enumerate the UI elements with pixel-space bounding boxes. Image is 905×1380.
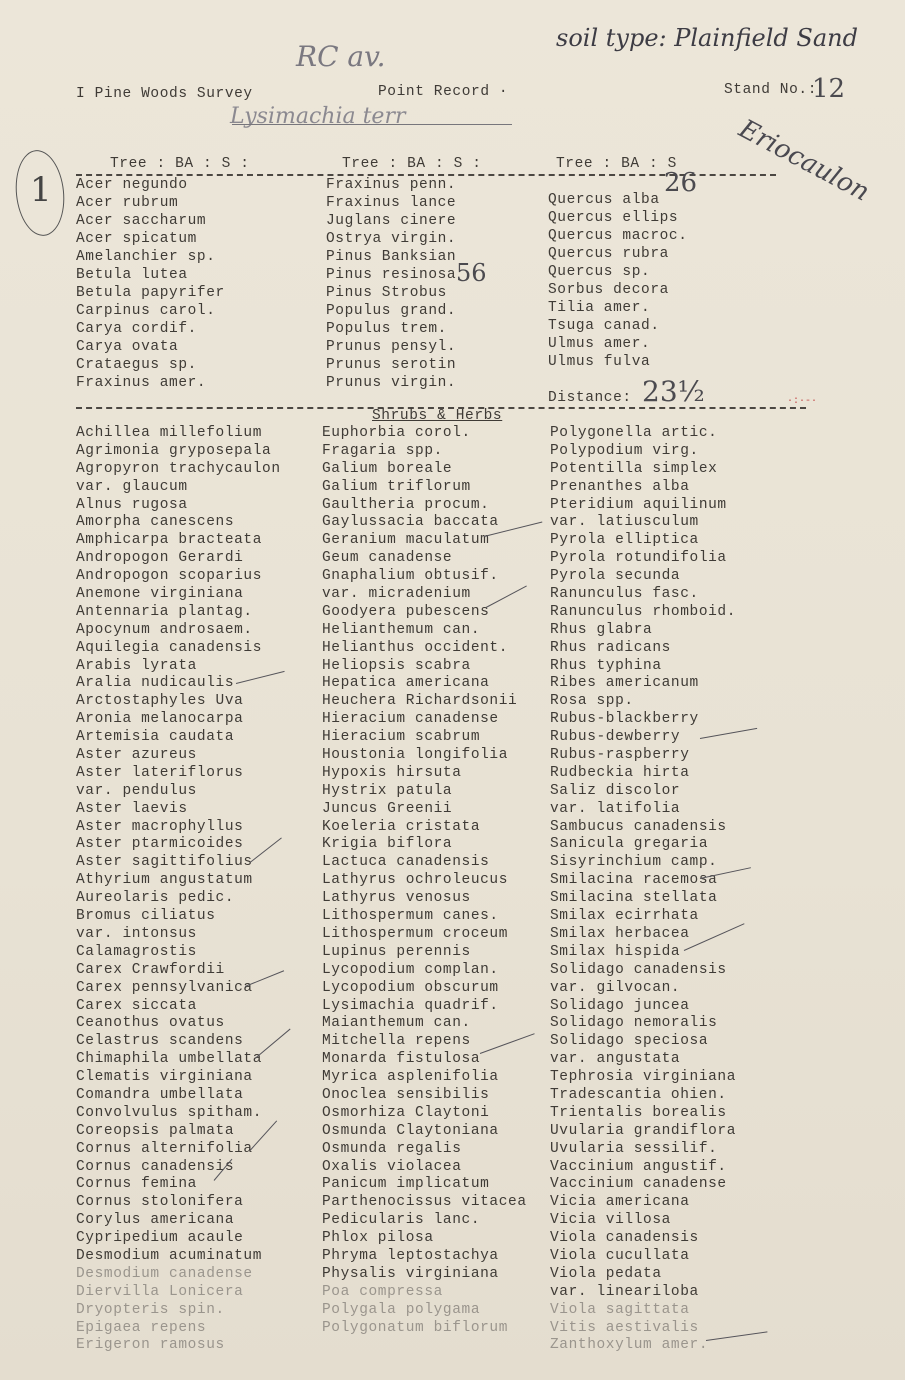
herb-species: Aster azureus xyxy=(76,747,197,764)
tree-species: Ostrya virgin. xyxy=(326,231,457,247)
herb-species: Diervilla Lonicera xyxy=(76,1283,244,1300)
herb-species: Ranunculus fasc. xyxy=(550,586,699,603)
herb-species: var. lineariloba xyxy=(550,1283,699,1300)
herb-species: Aster lateriflorus xyxy=(76,764,244,781)
herb-species: Osmorhiza Claytoni xyxy=(322,1104,490,1121)
tree-species: Crataegus sp. xyxy=(76,357,197,373)
handwritten-top-note: RC av. xyxy=(296,40,386,73)
handwritten-stand-number: 12 xyxy=(812,74,846,104)
tree-species: Sorbus decora xyxy=(548,282,669,298)
tree-species: Quercus macroc. xyxy=(548,228,688,244)
tree-species: Carya ovata xyxy=(76,339,179,355)
herb-species: Solidago nemoralis xyxy=(550,1015,718,1032)
herb-species: Apocynum androsaem. xyxy=(76,621,253,638)
tree-species: Pinus Banksian xyxy=(326,249,457,265)
herb-species: Corylus americana xyxy=(76,1212,235,1229)
herb-species: Lycopodium obscurum xyxy=(322,979,499,996)
herb-species: Heliopsis scabra xyxy=(322,657,471,674)
tree-species: Fraxinus amer. xyxy=(76,375,207,391)
herb-species: Hieracium canadense xyxy=(322,711,499,728)
herb-species: Aster macrophyllus xyxy=(76,818,244,835)
herb-species: Antennaria plantag. xyxy=(76,603,253,620)
herb-species: Amphicarpa bracteata xyxy=(76,532,263,549)
tree-species: Prunus pensyl. xyxy=(326,339,457,355)
herb-species: var. pendulus xyxy=(76,782,197,799)
herb-species: Cornus canadensis xyxy=(76,1158,235,1175)
herb-species: Osmunda Claytoniana xyxy=(322,1122,499,1139)
herb-species: Aquilegia canadensis xyxy=(76,639,263,656)
herb-species: Smilax herbacea xyxy=(550,925,690,942)
herb-species: Sisyrinchium camp. xyxy=(550,854,718,871)
handwritten-crossed-species: Lysimachia terr xyxy=(230,104,406,129)
herb-species: Polygonella artic. xyxy=(550,425,718,441)
herb-species: Smilacina stellata xyxy=(550,890,718,907)
herb-species: Phlox pilosa xyxy=(322,1230,434,1247)
herb-species: Gnaphalium obtusif. xyxy=(322,568,499,585)
herb-species: Solidago juncea xyxy=(550,997,690,1014)
tree-list-col1 xyxy=(76,176,306,392)
herb-species: Viola cucullata xyxy=(550,1247,690,1264)
herb-species: Amorpha canescens xyxy=(76,514,235,531)
herb-species: Cypripedium acaule xyxy=(76,1230,244,1247)
herb-list-col3 xyxy=(550,425,770,1355)
herb-species: Houstonia longifolia xyxy=(322,747,509,764)
herb-species: Trientalis borealis xyxy=(550,1104,727,1121)
herb-species: Cornus stolonifera xyxy=(76,1194,244,1211)
shrubs-herbs-title: Shrubs & Herbs xyxy=(372,408,503,424)
herb-species: var. latifolia xyxy=(550,800,681,817)
tree-species: Acer spicatum xyxy=(76,231,197,247)
distance-label: Distance: xyxy=(548,390,632,406)
tree-list-col3 xyxy=(548,191,708,371)
herb-species: Erigeron ramosus xyxy=(76,1337,225,1354)
herb-species: Heuchera Richardsonii xyxy=(322,693,518,710)
herb-species: Goodyera pubescens xyxy=(322,603,490,620)
herb-species: Vaccinium canadense xyxy=(550,1176,727,1193)
herb-species: var. micradenium xyxy=(322,586,471,603)
herb-species: Pedicularis lanc. xyxy=(322,1212,481,1229)
herb-species: Gaultheria procum. xyxy=(322,496,490,513)
herb-species: Zanthoxylum amer. xyxy=(550,1337,709,1354)
tree-species: Quercus sp. xyxy=(548,264,651,280)
herb-species: Geum canadense xyxy=(322,550,453,567)
herb-species: Cornus alternifolia xyxy=(76,1140,253,1157)
herb-species: var. glaucum xyxy=(76,478,188,495)
tree-species: Fraxinus lance xyxy=(326,195,457,211)
herb-species: Desmodium canadense xyxy=(76,1265,253,1282)
herb-species: Lathyrus venosus xyxy=(322,890,471,907)
herb-species: Parthenocissus vitacea xyxy=(322,1194,527,1211)
tree-col1-header: Tree : BA : S : xyxy=(110,156,250,172)
herb-species: var. angustata xyxy=(550,1051,681,1068)
herb-species: Alnus rugosa xyxy=(76,496,188,513)
herb-species: Clematis virginiana xyxy=(76,1069,253,1086)
herb-species: Polygala polygama xyxy=(322,1301,481,1318)
herb-species: Carex siccata xyxy=(76,997,197,1014)
herb-species: Sanicula gregaria xyxy=(550,836,709,853)
herb-species: Dryopteris spin. xyxy=(76,1301,225,1318)
herb-species: Solidago canadensis xyxy=(550,961,727,978)
herb-species: Aralia nudicaulis xyxy=(76,675,235,692)
tree-species: Pinus resinosa xyxy=(326,267,457,283)
herb-species: Agrimonia gryposepala xyxy=(76,442,272,459)
herb-species: Myrica asplenifolia xyxy=(322,1069,499,1086)
tree-col3-header: Tree : BA : S xyxy=(556,156,677,172)
herb-species: Lithospermum canes. xyxy=(322,908,499,925)
herb-species: Ceanothus ovatus xyxy=(76,1015,225,1032)
red-mark: ·:·-· xyxy=(787,396,818,407)
herb-species: Epigaea repens xyxy=(76,1319,207,1336)
herb-species: Helianthemum can. xyxy=(322,621,481,638)
herb-species: Arctostaphyles Uva xyxy=(76,693,244,710)
herb-species: Polypodium virg. xyxy=(550,442,699,459)
herb-species: Rhus typhina xyxy=(550,657,662,674)
herb-species: Carex pennsylvanica xyxy=(76,979,253,996)
herb-species: Rosa spp. xyxy=(550,693,634,710)
herb-species: Ranunculus rhomboid. xyxy=(550,603,737,620)
herb-species: Coreopsis palmata xyxy=(76,1122,235,1139)
herb-species: Calamagrostis xyxy=(76,943,197,960)
tree-species: Betula papyrifer xyxy=(76,285,225,301)
tree-species: Prunus serotin xyxy=(326,357,457,373)
herb-species: Pyrola elliptica xyxy=(550,532,699,549)
herb-species: Pyrola secunda xyxy=(550,568,681,585)
herb-species: Viola sagittata xyxy=(550,1301,690,1318)
tree-species: Pinus Strobus xyxy=(326,285,447,301)
tree-species: Ulmus amer. xyxy=(548,336,651,352)
herb-species: Viola pedata xyxy=(550,1265,662,1282)
tree-species: Quercus ellips xyxy=(548,210,679,226)
herb-species: Monarda fistulosa xyxy=(322,1051,481,1068)
handwritten-margin-species: Eriocaulon xyxy=(733,114,875,208)
herb-species: Vaccinium angustif. xyxy=(550,1158,727,1175)
herb-species: Comandra umbellata xyxy=(76,1086,244,1103)
herb-species: var. latiusculum xyxy=(550,514,699,531)
herb-species: Koeleria cristata xyxy=(322,818,481,835)
herb-species: Ribes americanum xyxy=(550,675,699,692)
tree-species: Quercus alba xyxy=(548,192,660,208)
tree-species: Acer negundo xyxy=(76,177,188,193)
herb-species: Oxalis violacea xyxy=(322,1158,462,1175)
herb-species: var. intonsus xyxy=(76,925,197,942)
tree-species: Acer saccharum xyxy=(76,213,207,229)
herb-species: Aureolaris pedic. xyxy=(76,890,235,907)
tree-species: Populus trem. xyxy=(326,321,447,337)
herb-species: Rubus-dewberry xyxy=(550,729,681,746)
herb-species: Mitchella repens xyxy=(322,1033,471,1050)
herb-species: Helianthus occident. xyxy=(322,639,509,656)
herb-species: Hystrix patula xyxy=(322,782,453,799)
herb-species: Agropyron trachycaulon xyxy=(76,460,281,477)
herb-species: var. gilvocan. xyxy=(550,979,681,996)
herb-species: Aster laevis xyxy=(76,800,188,817)
herb-species: Juncus Greenii xyxy=(322,800,453,817)
herb-species: Tradescantia ohien. xyxy=(550,1086,727,1103)
herb-species: Solidago speciosa xyxy=(550,1033,709,1050)
tree-species: Populus grand. xyxy=(326,303,457,319)
herb-species: Carex Crawfordii xyxy=(76,961,225,978)
herb-species: Bromus ciliatus xyxy=(76,908,216,925)
herb-species: Convolvulus spitham. xyxy=(76,1104,263,1121)
tree-species: Carya cordif. xyxy=(76,321,197,337)
herb-species: Smilax ecirrhata xyxy=(550,908,699,925)
tree-species: Fraxinus penn. xyxy=(326,177,457,193)
herb-species: Lycopodium complan. xyxy=(322,961,499,978)
tree-species: Betula lutea xyxy=(76,267,188,283)
herb-species: Maianthemum can. xyxy=(322,1015,471,1032)
survey-title: I Pine Woods Survey xyxy=(76,86,253,102)
herb-species: Lathyrus ochroleucus xyxy=(322,872,509,889)
tree-col2-header: Tree : BA : S : xyxy=(342,156,482,172)
herb-species: Osmunda regalis xyxy=(322,1140,462,1157)
herb-species: Pteridium aquilinum xyxy=(550,496,727,513)
herb-species: Pyrola rotundifolia xyxy=(550,550,727,567)
herb-species: Athyrium angustatum xyxy=(76,872,253,889)
tree-species: Carpinus carol. xyxy=(76,303,216,319)
herb-species: Hepatica americana xyxy=(322,675,490,692)
herb-species: Vitis aestivalis xyxy=(550,1319,699,1336)
herb-list-col2 xyxy=(322,425,550,1337)
herb-species: Lysimachia quadrif. xyxy=(322,997,499,1014)
handwritten-distance-value: 23½ xyxy=(642,375,705,408)
herb-species: Prenanthes alba xyxy=(550,478,690,495)
handwritten-circled-number: 1 xyxy=(30,170,52,210)
herb-species: Cornus femina xyxy=(76,1176,197,1193)
herb-species: Geranium maculatum xyxy=(322,532,490,549)
herb-species: Smilax hispida xyxy=(550,943,681,960)
herb-species: Arabis lyrata xyxy=(76,657,197,674)
tree-species: Amelanchier sp. xyxy=(76,249,216,265)
herb-species: Physalis virginiana xyxy=(322,1265,499,1282)
herb-species: Chimaphila umbellata xyxy=(76,1051,263,1068)
tree-species: Tsuga canad. xyxy=(548,318,660,334)
herb-species: Panicum implicatum xyxy=(322,1176,490,1193)
herb-species: Aster sagittifolius xyxy=(76,854,253,871)
herb-species: Rubus-blackberry xyxy=(550,711,699,728)
tree-species: Tilia amer. xyxy=(548,300,651,316)
herb-species: Uvularia sessilif. xyxy=(550,1140,718,1157)
herb-species: Lactuca canadensis xyxy=(322,854,490,871)
herb-species: Andropogon Gerardi xyxy=(76,550,244,567)
tree-species: Prunus virgin. xyxy=(326,375,457,391)
tree-species: Quercus rubra xyxy=(548,246,669,262)
herb-species: Galium triflorum xyxy=(322,478,471,495)
herb-species: Uvularia grandiflora xyxy=(550,1122,737,1139)
herb-species: Vicia americana xyxy=(550,1194,690,1211)
herb-species: Artemisia caudata xyxy=(76,729,235,746)
herb-species: Hieracium scabrum xyxy=(322,729,481,746)
herb-species: Viola canadensis xyxy=(550,1230,699,1247)
handwritten-ba-value: 26 xyxy=(664,168,698,198)
herb-species: Andropogon scoparius xyxy=(76,568,263,585)
herb-species: Desmodium acuminatum xyxy=(76,1247,263,1264)
herb-species: Achillea millefolium xyxy=(76,425,263,441)
herb-species: Hypoxis hirsuta xyxy=(322,764,462,781)
record-type: Point Record · xyxy=(378,84,509,100)
handwritten-pinus-value: 56 xyxy=(456,259,487,287)
handwritten-soil-type: soil type: Plainfield Sand xyxy=(556,24,858,52)
herb-species: Onoclea sensibilis xyxy=(322,1086,490,1103)
stand-label: Stand No.: xyxy=(724,82,818,98)
herb-species: Rhus radicans xyxy=(550,639,671,656)
tree-species: Juglans cinere xyxy=(326,213,457,229)
herb-species: Tephrosia virginiana xyxy=(550,1069,737,1086)
herb-species: Aronia melanocarpa xyxy=(76,711,244,728)
herb-species: Rhus glabra xyxy=(550,621,653,638)
tree-species: Acer rubrum xyxy=(76,195,179,211)
herb-species: Gaylussacia baccata xyxy=(322,514,499,531)
herb-species: Phryma leptostachya xyxy=(322,1247,499,1264)
herb-species: Smilacina racemosa xyxy=(550,872,718,889)
herb-species: Saliz discolor xyxy=(550,782,681,799)
herb-species: Fragaria spp. xyxy=(322,442,443,459)
herb-species: Lithospermum croceum xyxy=(322,925,509,942)
tree-list-col2 xyxy=(326,176,536,392)
herb-species: Aster ptarmicoides xyxy=(76,836,244,853)
herb-species: Vicia villosa xyxy=(550,1212,671,1229)
herb-list-col1 xyxy=(76,425,316,1355)
herb-species: Poa compressa xyxy=(322,1283,443,1300)
herb-species: Lupinus perennis xyxy=(322,943,471,960)
herb-species: Polygonatum biflorum xyxy=(322,1319,509,1336)
herb-species: Krigia biflora xyxy=(322,836,453,853)
tree-species: Ulmus fulva xyxy=(548,354,651,370)
herb-species: Celastrus scandens xyxy=(76,1033,244,1050)
herb-species: Rudbeckia hirta xyxy=(550,764,690,781)
crossout-line xyxy=(232,124,512,125)
herb-species: Galium boreale xyxy=(322,460,453,477)
herb-species: Potentilla simplex xyxy=(550,460,718,477)
herb-species: Sambucus canadensis xyxy=(550,818,727,835)
herb-species: Euphorbia corol. xyxy=(322,425,471,441)
herb-species: Rubus-raspberry xyxy=(550,747,690,764)
herb-species: Anemone virginiana xyxy=(76,586,244,603)
